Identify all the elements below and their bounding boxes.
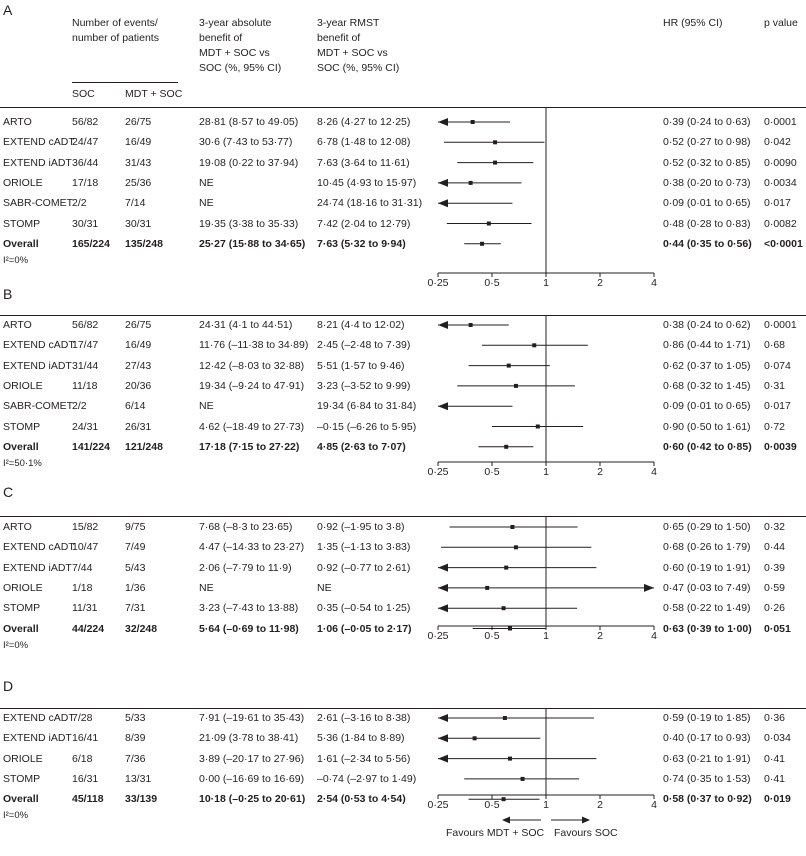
mdt-events: 5/33 — [125, 712, 146, 724]
mdt-events: 26/75 — [125, 116, 152, 128]
absolute-benefit: 7·68 (–8·3 to 23·65) — [199, 521, 293, 533]
ci-arrow-left — [438, 604, 448, 612]
soc-events: 24/47 — [72, 136, 99, 149]
mdt-events: 26/75 — [125, 319, 152, 331]
soc-events: 7/44 — [72, 561, 93, 574]
p-value: 0·0082 — [764, 217, 797, 230]
rmst-benefit: 2·61 (–3·16 to 8·38) — [317, 712, 411, 724]
rmst-benefit: 0·92 (–1·95 to 3·8) — [317, 521, 405, 533]
rmst-benefit: 0·92 (–0·77 to 2·61) — [317, 561, 411, 574]
x-tick-label: 0·5 — [484, 799, 500, 811]
rmst-benefit: 7·42 (2·04 to 12·79) — [317, 217, 411, 230]
rmst-benefit: –0·15 (–6·26 to 5·95) — [317, 420, 417, 433]
hr-ci: 0·63 (0·21 to 1·91) — [663, 752, 751, 765]
soc-events: 56/82 — [72, 319, 99, 331]
p-value: 0·59 — [764, 581, 786, 594]
hr-ci: 0·74 (0·35 to 1·53) — [663, 772, 751, 785]
p-value: 0·26 — [764, 602, 786, 615]
p-value: 0·017 — [764, 400, 791, 413]
point-estimate — [493, 140, 497, 144]
heterogeneity-label: I²=50·1% — [3, 457, 42, 469]
hr-ci: 0·39 (0·24 to 0·63) — [663, 116, 751, 128]
mdt-events: 7/49 — [125, 541, 146, 554]
point-estimate — [508, 757, 512, 761]
p-value: 0·0001 — [764, 116, 797, 128]
hr-ci: 0·52 (0·32 to 0·85) — [663, 156, 751, 169]
ci-arrow-left — [438, 402, 448, 410]
soc-events: 45/118 — [72, 793, 104, 806]
x-tick-label: 0·25 — [427, 466, 449, 478]
panel-letter: B — [3, 286, 13, 302]
study-name: STOMP — [3, 772, 41, 785]
header-mdt-soc: MDT + SOC — [125, 88, 183, 100]
study-name: EXTEND iADT — [3, 561, 72, 574]
absolute-benefit: 21·09 (3·78 to 38·41) — [199, 732, 299, 745]
absolute-benefit: NE — [199, 400, 214, 413]
favours-left-arrowhead — [502, 817, 510, 824]
rmst-benefit: 7·63 (3·64 to 11·61) — [317, 156, 410, 169]
point-estimate — [508, 627, 512, 631]
hr-ci: 0·62 (0·37 to 1·05) — [663, 359, 751, 372]
point-estimate — [521, 777, 525, 781]
header-rmst-benefit: 3-year RMST benefit of MDT + SOC vs SOC (%, 95% CI) — [317, 17, 400, 74]
ci-arrow-left — [438, 321, 448, 329]
panel-letter: A — [3, 2, 13, 18]
ci-arrow-left — [438, 714, 448, 722]
absolute-benefit: NE — [199, 197, 214, 210]
x-tick-label: 1 — [543, 277, 549, 289]
point-estimate — [504, 566, 508, 570]
soc-events: 11/18 — [72, 379, 98, 392]
ci-arrow-left — [438, 734, 448, 742]
point-estimate — [504, 445, 508, 449]
study-name: ARTO — [3, 319, 32, 331]
hr-ci: 0·60 (0·19 to 1·91) — [663, 561, 751, 574]
header-hr: HR (95% CI) — [663, 17, 723, 29]
ci-arrow-left — [438, 755, 448, 763]
favours-right-arrowhead — [582, 817, 590, 824]
study-name: ARTO — [3, 521, 32, 533]
mdt-events: 30/31 — [125, 217, 152, 230]
point-estimate — [493, 161, 497, 165]
p-value: 0·36 — [764, 712, 786, 724]
x-tick-label: 1 — [543, 630, 549, 642]
hr-ci: 0·44 (0·35 to 0·56) — [663, 237, 752, 250]
header-absolute-benefit: 3-year absolute benefit of MDT + SOC vs SOC (%, 95% CI) — [199, 17, 282, 74]
x-tick-label: 0·5 — [484, 277, 500, 289]
absolute-benefit: NE — [199, 176, 214, 189]
mdt-events: 1/36 — [125, 581, 146, 594]
rmst-benefit: 8·26 (4·27 to 12·25) — [317, 116, 411, 128]
study-name: ORIOLE — [3, 176, 43, 189]
hr-ci: 0·38 (0·24 to 0·62) — [663, 319, 751, 331]
absolute-benefit: 7·91 (–19·61 to 35·43) — [199, 712, 305, 724]
p-value: 0·074 — [764, 359, 791, 372]
rmst-benefit: 4·85 (2·63 to 7·07) — [317, 440, 406, 453]
hr-ci: 0·52 (0·27 to 0·98) — [663, 136, 751, 149]
soc-events: 16/41 — [72, 732, 99, 745]
soc-events: 31/44 — [72, 359, 99, 372]
soc-events: 141/224 — [72, 440, 110, 453]
rmst-benefit: 8·21 (4·4 to 12·02) — [317, 319, 405, 331]
rmst-benefit: 5·51 (1·57 to 9·46) — [317, 359, 405, 372]
point-estimate — [514, 384, 518, 388]
ci-arrow-left — [438, 118, 448, 126]
soc-events: 17/18 — [72, 176, 99, 189]
mdt-events: 135/248 — [125, 237, 163, 250]
x-tick-label: 4 — [651, 277, 657, 289]
soc-events: 6/18 — [72, 752, 93, 765]
absolute-benefit: NE — [199, 581, 214, 594]
panel-letter: C — [3, 484, 14, 500]
p-value: 0·72 — [764, 420, 786, 433]
mdt-events: 5/43 — [125, 561, 146, 574]
mdt-events: 13/31 — [125, 772, 152, 785]
header-p-value: p value — [764, 17, 798, 29]
hr-ci: 0·38 (0·20 to 0·73) — [663, 176, 751, 189]
absolute-benefit: 2·06 (–7·79 to 11·9) — [199, 561, 292, 574]
study-name: Overall — [3, 237, 39, 250]
p-value: 0·68 — [764, 339, 786, 352]
study-name: ARTO — [3, 116, 32, 128]
x-tick-label: 2 — [597, 799, 603, 811]
mdt-events: 16/49 — [125, 136, 152, 149]
x-tick-label: 2 — [597, 277, 603, 289]
soc-events: 7/28 — [72, 712, 93, 724]
hr-ci: 0·63 (0·39 to 1·00) — [663, 622, 752, 635]
study-name: ORIOLE — [3, 581, 43, 594]
absolute-benefit: 24·31 (4·1 to 44·51) — [199, 319, 293, 331]
point-estimate — [471, 120, 475, 124]
study-name: EXTEND cADT — [3, 339, 75, 352]
p-value: 0·44 — [764, 541, 786, 554]
mdt-events: 9/75 — [125, 521, 146, 533]
x-tick-label: 0·25 — [427, 630, 449, 642]
soc-events: 165/224 — [72, 237, 110, 250]
header-events: Number of events/ number of patients — [72, 17, 159, 44]
rmst-benefit: 7·63 (5·32 to 9·94) — [317, 237, 406, 250]
point-estimate — [502, 797, 506, 801]
study-name: Overall — [3, 622, 39, 635]
mdt-events: 8/39 — [125, 732, 146, 745]
mdt-events: 26/31 — [125, 420, 152, 433]
hr-ci: 0·60 (0·42 to 0·85) — [663, 440, 752, 453]
hr-ci: 0·68 (0·26 to 1·79) — [663, 541, 751, 554]
absolute-benefit: 19·35 (3·38 to 35·33) — [199, 217, 299, 230]
absolute-benefit: 28·81 (8·57 to 49·05) — [199, 116, 299, 128]
absolute-benefit: 3·23 (–7·43 to 13·88) — [199, 602, 299, 615]
hr-ci: 0·86 (0·44 to 1·71) — [663, 339, 751, 352]
rmst-benefit: 3·23 (–3·52 to 9·99) — [317, 379, 411, 392]
p-value: 0·39 — [764, 561, 786, 574]
absolute-benefit: 12·42 (–8·03 to 32·88) — [199, 359, 305, 372]
mdt-events: 7/31 — [125, 602, 146, 615]
point-estimate — [532, 343, 536, 347]
rmst-benefit: –0·74 (–2·97 to 1·49) — [317, 772, 417, 785]
study-name: ORIOLE — [3, 379, 43, 392]
study-name: SABR-COMET — [3, 400, 74, 413]
absolute-benefit: 30·6 (7·43 to 53·77) — [199, 136, 293, 149]
study-name: STOMP — [3, 602, 41, 615]
rmst-benefit: 5·36 (1·84 to 8·89) — [317, 732, 405, 745]
mdt-events: 16/49 — [125, 339, 152, 352]
p-value: 0·0001 — [764, 319, 797, 331]
mdt-events: 27/43 — [125, 359, 152, 372]
soc-events: 30/31 — [72, 217, 99, 230]
absolute-benefit: 10·18 (–0·25 to 20·61) — [199, 793, 306, 806]
hr-ci: 0·90 (0·50 to 1·61) — [663, 420, 751, 433]
study-name: Overall — [3, 793, 39, 806]
soc-events: 17/47 — [72, 339, 99, 352]
soc-events: 11/31 — [72, 602, 98, 615]
hr-ci: 0·68 (0·32 to 1·45) — [663, 379, 751, 392]
point-estimate — [536, 425, 540, 429]
hr-ci: 0·47 (0·03 to 7·49) — [663, 581, 751, 594]
rmst-benefit: 2·54 (0·53 to 4·54) — [317, 793, 406, 806]
hr-ci: 0·58 (0·22 to 1·49) — [663, 602, 751, 615]
soc-events: 24/31 — [72, 420, 99, 433]
heterogeneity-label: I²=0% — [3, 810, 29, 822]
p-value: 0·0039 — [764, 440, 797, 453]
mdt-events: 31/43 — [125, 156, 152, 169]
rmst-benefit: 1·61 (–2·34 to 5·56) — [317, 752, 411, 765]
absolute-benefit: 5·64 (–0·69 to 11·98) — [199, 622, 299, 635]
panel-letter: D — [3, 678, 14, 694]
mdt-events: 25/36 — [125, 176, 152, 189]
hr-ci: 0·58 (0·37 to 0·92) — [663, 793, 752, 806]
point-estimate — [510, 525, 514, 529]
favours-right-label: Favours SOC — [554, 827, 618, 839]
study-name: EXTEND iADT — [3, 156, 72, 169]
ci-arrow-left — [438, 199, 448, 207]
mdt-events: 20/36 — [125, 379, 152, 392]
x-tick-label: 1 — [543, 799, 549, 811]
x-tick-label: 2 — [597, 466, 603, 478]
p-value: 0·034 — [764, 732, 791, 745]
p-value: 0·0090 — [764, 156, 797, 169]
study-name: EXTEND cADT — [3, 712, 75, 724]
x-tick-label: 4 — [651, 466, 657, 478]
mdt-events: 6/14 — [125, 400, 146, 413]
study-name: ORIOLE — [3, 752, 43, 765]
absolute-benefit: 17·18 (7·15 to 27·22) — [199, 440, 300, 453]
absolute-benefit: 19·08 (0·22 to 37·94) — [199, 156, 299, 169]
rmst-benefit: 19·34 (6·84 to 31·84) — [317, 400, 417, 413]
mdt-events: 33/139 — [125, 793, 158, 806]
soc-events: 44/224 — [72, 622, 105, 635]
x-tick-label: 1 — [543, 466, 549, 478]
p-value: 0·41 — [764, 772, 786, 785]
soc-events: 16/31 — [72, 772, 99, 785]
study-name: EXTEND iADT — [3, 732, 72, 745]
hr-ci: 0·48 (0·28 to 0·83) — [663, 217, 751, 230]
absolute-benefit: 3·89 (–20·17 to 27·96) — [199, 752, 305, 765]
point-estimate — [487, 222, 491, 226]
x-tick-label: 2 — [597, 630, 603, 642]
soc-events: 56/82 — [72, 116, 99, 128]
mdt-events: 7/36 — [125, 752, 146, 765]
hr-ci: 0·65 (0·29 to 1·50) — [663, 521, 751, 533]
study-name: Overall — [3, 440, 39, 453]
rmst-benefit: 10·45 (4·93 to 15·97) — [317, 176, 417, 189]
soc-events: 36/44 — [72, 156, 99, 169]
rmst-benefit: 0·35 (–0·54 to 1·25) — [317, 602, 411, 615]
absolute-benefit: 0·00 (–16·69 to 16·69) — [199, 772, 305, 785]
p-value: 0·0034 — [764, 176, 797, 189]
absolute-benefit: 4·47 (–14·33 to 23·27) — [199, 541, 305, 554]
heterogeneity-label: I²=0% — [3, 639, 29, 651]
x-tick-label: 0·25 — [427, 799, 449, 811]
point-estimate — [502, 606, 506, 610]
absolute-benefit: 11·76 (–11·38 to 34·89) — [199, 339, 309, 352]
x-tick-label: 0·5 — [484, 630, 500, 642]
study-name: STOMP — [3, 217, 41, 230]
x-tick-label: 4 — [651, 630, 657, 642]
hr-ci: 0·09 (0·01 to 0·65) — [663, 400, 751, 413]
header-soc: SOC — [72, 88, 95, 100]
x-tick-label: 0·25 — [427, 277, 449, 289]
favours-left-label: Favours MDT + SOC — [446, 827, 545, 839]
absolute-benefit: 25·27 (15·88 to 34·65) — [199, 237, 306, 250]
ci-arrow-left — [438, 584, 448, 592]
point-estimate — [480, 242, 484, 246]
rmst-benefit: 1·35 (–1·13 to 3·83) — [317, 541, 411, 554]
study-name: SABR-COMET — [3, 197, 74, 210]
point-estimate — [514, 545, 518, 549]
soc-events: 15/82 — [72, 521, 99, 533]
p-value: <0·0001 — [764, 237, 803, 250]
ci-arrow-right — [644, 584, 654, 592]
point-estimate — [473, 736, 477, 740]
mdt-events: 32/248 — [125, 622, 158, 635]
point-estimate — [469, 181, 473, 185]
point-estimate — [485, 586, 489, 590]
heterogeneity-label: I²=0% — [3, 254, 29, 266]
hr-ci: 0·59 (0·19 to 1·85) — [663, 712, 751, 724]
soc-events: 10/47 — [72, 541, 99, 554]
study-name: EXTEND iADT — [3, 359, 72, 372]
p-value: 0·017 — [764, 197, 791, 210]
mdt-events: 121/248 — [125, 440, 163, 453]
study-name: STOMP — [3, 420, 41, 433]
p-value: 0·32 — [764, 521, 786, 533]
p-value: 0·042 — [764, 136, 791, 149]
p-value: 0·019 — [764, 793, 791, 806]
point-estimate — [507, 364, 511, 368]
point-estimate — [503, 716, 507, 720]
absolute-benefit: 4·62 (–18·49 to 27·73) — [199, 420, 305, 433]
study-name: EXTEND cADT — [3, 541, 75, 554]
x-tick-label: 4 — [651, 799, 657, 811]
soc-events: 2/2 — [72, 197, 87, 210]
hr-ci: 0·40 (0·17 to 0·93) — [663, 732, 751, 745]
p-value: 0·051 — [764, 622, 791, 635]
study-name: EXTEND cADT — [3, 136, 75, 149]
mdt-events: 7/14 — [125, 197, 146, 210]
point-estimate — [469, 323, 473, 327]
soc-events: 2/2 — [72, 400, 87, 413]
ci-arrow-left — [438, 179, 448, 187]
hr-ci: 0·09 (0·01 to 0·65) — [663, 197, 751, 210]
rmst-benefit: 24·74 (18·16 to 31·31) — [317, 197, 423, 210]
rmst-benefit: 1·06 (–0·05 to 2·17) — [317, 622, 412, 635]
x-tick-label: 0·5 — [484, 466, 500, 478]
ci-arrow-left — [438, 564, 448, 572]
p-value: 0·41 — [764, 752, 786, 765]
rmst-benefit: NE — [317, 581, 332, 594]
p-value: 0·31 — [764, 379, 786, 392]
soc-events: 1/18 — [72, 581, 93, 594]
rmst-benefit: 2·45 (–2·48 to 7·39) — [317, 339, 411, 352]
rmst-benefit: 6·78 (1·48 to 12·08) — [317, 136, 411, 149]
absolute-benefit: 19·34 (–9·24 to 47·91) — [199, 379, 305, 392]
